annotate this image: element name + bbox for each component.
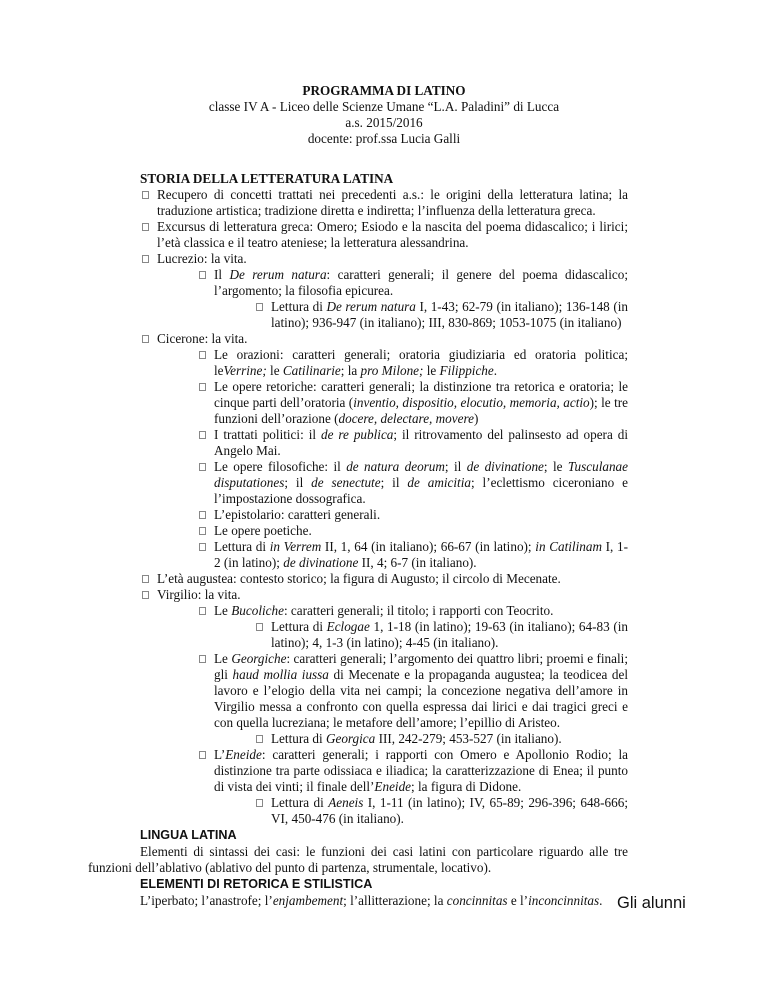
- checkbox-bullet-icon: [199, 751, 206, 759]
- list-item: Lettura di Eclogae 1, 1-18 (in latino); 19-63 (in italiano); 64-83 (in latino); 4, 1-3 (in latino); 4-45 (in italiano).: [254, 619, 628, 651]
- document-title: PROGRAMMA DI LATINO: [302, 83, 466, 98]
- signature-label: Gli alunni: [617, 894, 686, 912]
- list-item: Lettura di Aeneis I, 1-11 (in latino); IV, 65-89; 296-396; 648-666; VI, 450-476 (in italiano).: [254, 795, 628, 827]
- checkbox-bullet-icon: [142, 223, 149, 231]
- checkbox-bullet-icon: [142, 575, 149, 583]
- checkbox-bullet-icon: [256, 735, 263, 743]
- list-item: Excursus di letteratura greca: Omero; Esiodo e la nascita del poema didascalico; i lirici; l’età classica e il teatro ateniese; la letteratura alessandrina.: [140, 219, 628, 251]
- list-item: L’età augustea: contesto storico; la figura di Augusto; il circolo di Mecenate.: [140, 571, 628, 587]
- list-item: Recupero di concetti trattati nei precedenti a.s.: le origini della letteratura latina; la traduzione artistica; tradizione diretta e indiretta; l’influenza della letteratura greca.: [140, 187, 628, 219]
- list-item: Le Bucoliche: caratteri generali; il titolo; i rapporti con Teocrito. Lettura di Eclogae 1, 1-18 (in latino); 19-63 (in italiano); 64-83 (in latino); 4, 1-3 (in latino); 4-45 (in italiano).: [197, 603, 628, 651]
- list-item: Lucrezio: la vita. Il De rerum natura: caratteri generali; il genere del poema didascalico; l’argomento; la filosofia epicurea. Lettura di De rerum natura I, 1-43; 62-79 (in italiano); 136-148 (in latino); 936-947 (in italiano); III, 830-869; 1053-1075 (in italiano): [140, 251, 628, 331]
- list-item: Lettura di De rerum natura I, 1-43; 62-79 (in italiano); 136-148 (in latino); 936-947 (in italiano); III, 830-869; 1053-1075 (in italiano): [254, 299, 628, 331]
- eneide-readings: [214, 795, 628, 827]
- checkbox-bullet-icon: [199, 463, 206, 471]
- checkbox-bullet-icon: [256, 623, 263, 631]
- header-year-line: a.s. 2015/2016: [345, 115, 423, 130]
- bucoliche-readings: [214, 619, 628, 651]
- lucrezio-readings: [214, 299, 628, 331]
- virgilio-sublist: [157, 603, 628, 827]
- lucrezio-sublist: [157, 267, 628, 331]
- checkbox-bullet-icon: [142, 591, 149, 599]
- checkbox-bullet-icon: [199, 607, 206, 615]
- section-heading-storia: STORIA DELLA LETTERATURA LATINA: [140, 171, 394, 186]
- list-item: Il De rerum natura: caratteri generali; il genere del poema didascalico; l’argomento; la filosofia epicurea. Lettura di De rerum natura I, 1-43; 62-79 (in italiano); 136-148 (in latino); 936-947 (in italiano); III, 830-869; 1053-1075 (in italiano): [197, 267, 628, 331]
- list-item: Virgilio: la vita. Le Bucoliche: caratteri generali; il titolo; i rapporti con Teocrito. Lettura di Eclogae 1, 1-18 (in latino); 19-63 (in italiano); 64-83 (in latino); 4, 1-3 (in latino); 4-45 (in italiano). Le Georgiche: caratteri generali; l’argomento dei quattro libri; proemi e finali; gli haud mollia iussa di Mecenate e la propaganda augustea; la teodicea del lavoro e l’elogio della vita nei campi; la concezione negativa dell’amore in Virgilio messa a confronto con quella espressa dai lirici e dai tragici greci e con quella lucreziana; le metafore dell’amore; l’epillio di Aristeo. Lettura di Georgica III, 242-279; 453-527 (in italiano). L’Eneide: caratteri generali; i rapporti con Omero e Apollonio Rodio; la distinzione tra parte odissiaca e iliadica; la caratterizzazione di Enea; il punto di vista dei vinti; il finale dell’Eneide; la figura di Didone. Lettura di Aeneis I, 1-11 (in latino); IV, 65-89; 296-396; 648-666; VI, 450-476 (in italiano).: [140, 587, 628, 827]
- list-item: Le opere poetiche.: [197, 523, 628, 539]
- header-teacher-line: docente: prof.ssa Lucia Galli: [307, 131, 461, 146]
- checkbox-bullet-icon: [142, 191, 149, 199]
- list-item: Le opere retoriche: caratteri generali; la distinzione tra retorica e oratoria; le cinque parti dell’oratoria (inventio, dispositio, elocutio, memoria, actio); le tre funzioni dell’orazione (docere, delectare, movere): [197, 379, 628, 427]
- document-header: [0, 83, 768, 147]
- checkbox-bullet-icon: [199, 511, 206, 519]
- list-item: L’epistolario: caratteri generali.: [197, 507, 628, 523]
- list-item: Le opere filosofiche: il de natura deorum; il de divinatione; le Tusculanae disputationes; il de senectute; il de amicitia; l’eclettismo ciceroniano e l’impostazione dossografica.: [197, 459, 628, 507]
- checkbox-bullet-icon: [142, 255, 149, 263]
- lingua-paragraph: Elementi di sintassi dei casi: le funzioni dei casi latini con particolare riguardo alle tre funzioni dell’ablativo (ablativo del punto di partenza, strumentale, locativo).: [88, 844, 628, 875]
- checkbox-bullet-icon: [199, 271, 206, 279]
- list-item: Lettura di Georgica III, 242-279; 453-527 (in italiano).: [254, 731, 628, 747]
- list-item: L’Eneide: caratteri generali; i rapporti con Omero e Apollonio Rodio; la distinzione tra parte odissiaca e iliadica; la caratterizzazione di Enea; il punto di vista dei vinti; il finale dell’Eneide; la figura di Didone. Lettura di Aeneis I, 1-11 (in latino); IV, 65-89; 296-396; 648-666; VI, 450-476 (in italiano).: [197, 747, 628, 827]
- checkbox-bullet-icon: [199, 431, 206, 439]
- list-item: I trattati politici: il de re publica; il ritrovamento del palinsesto ad opera di Angelo Mai.: [197, 427, 628, 459]
- section-heading-retorica: ELEMENTI DI RETORICA E STILISTICA: [140, 877, 373, 891]
- cicerone-sublist: [157, 347, 628, 571]
- list-item: Cicerone: la vita. Le orazioni: caratteri generali; oratoria giudiziaria ed oratoria politica; leVerrine; le Catilinarie; la pro Milone; le Filippiche. Le opere retoriche: caratteri generali; la distinzione tra retorica e oratoria; le cinque parti dell’oratoria (inventio, dispositio, elocutio, memoria, actio); le tre funzioni dell’orazione (docere, delectare, movere) I trattati politici: il de re publica; il ritrovamento del palinsesto ad opera di Angelo Mai. Le opere filosofiche: il de natura deorum; il de divinatione; le Tusculanae disputationes; il de senectute; il de amicitia; l’eclettismo ciceroniano e l’impostazione dossografica. L’epistolario: caratteri generali. Le opere poetiche. Lettura di in Verrem II, 1, 64 (in italiano); 66-67 (in latino); in Catilinam I, 1-2 (in latino); de divinatione II, 4; 6-7 (in italiano).: [140, 331, 628, 571]
- georgiche-readings: [214, 731, 628, 747]
- list-item: Le Georgiche: caratteri generali; l’argomento dei quattro libri; proemi e finali; gli haud mollia iussa di Mecenate e la propaganda augustea; la teodicea del lavoro e l’elogio della vita nei campi; la concezione negativa dell’amore in Virgilio messa a confronto con quella espressa dai lirici e dai tragici greci e con quella lucreziana; le metafore dell’amore; l’epillio di Aristeo. Lettura di Georgica III, 242-279; 453-527 (in italiano).: [197, 651, 628, 747]
- storia-list: [140, 187, 628, 827]
- checkbox-bullet-icon: [199, 543, 206, 551]
- section-heading-lingua: LINGUA LATINA: [140, 828, 237, 842]
- checkbox-bullet-icon: [256, 799, 263, 807]
- list-item: Lettura di in Verrem II, 1, 64 (in italiano); 66-67 (in latino); in Catilinam I, 1-2 (in latino); de divinatione II, 4; 6-7 (in italiano).: [197, 539, 628, 571]
- retorica-paragraph: L’iperbato; l’anastrofe; l’enjambement; l’allitterazione; la concinnitas e l’inconcinnitas.: [140, 893, 603, 908]
- checkbox-bullet-icon: [256, 303, 263, 311]
- header-class-line: classe IV A - Liceo delle Scienze Umane “L.A. Paladini” di Lucca: [208, 99, 560, 114]
- checkbox-bullet-icon: [199, 351, 206, 359]
- checkbox-bullet-icon: [199, 655, 206, 663]
- program-content: [88, 170, 629, 909]
- list-item: Le orazioni: caratteri generali; oratoria giudiziaria ed oratoria politica; leVerrine; le Catilinarie; la pro Milone; le Filippiche.: [197, 347, 628, 379]
- checkbox-bullet-icon: [142, 335, 149, 343]
- checkbox-bullet-icon: [199, 383, 206, 391]
- checkbox-bullet-icon: [199, 527, 206, 535]
